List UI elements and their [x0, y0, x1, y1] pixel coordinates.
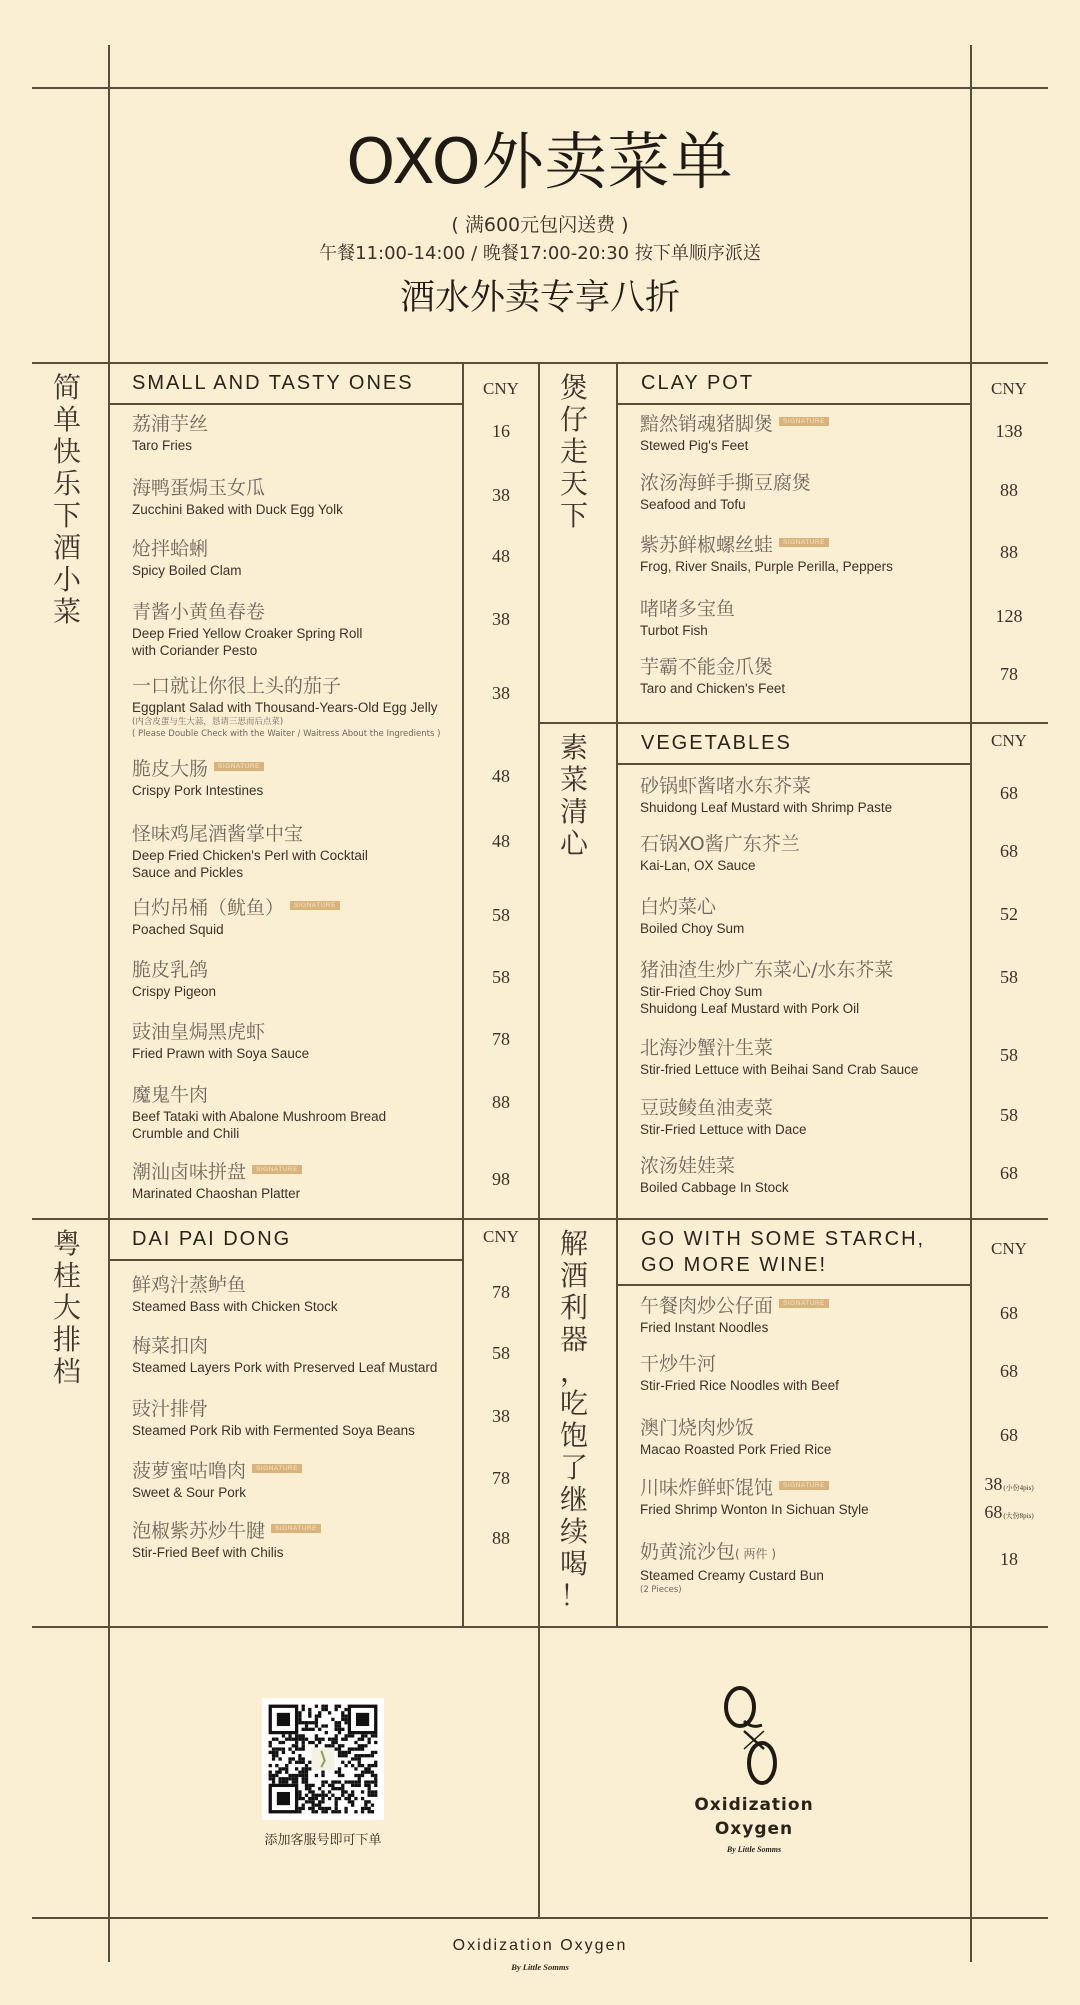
- side-title-char: 解: [559, 1227, 588, 1260]
- item-name-cn: 梅菜扣肉: [132, 1335, 209, 1357]
- signature-badge: SIGNATURE: [779, 417, 829, 426]
- price-value: 58: [492, 967, 510, 987]
- price-value: 16: [492, 421, 510, 441]
- price-value: 38: [492, 683, 510, 703]
- price-value: 138: [995, 421, 1023, 441]
- item-name-cn: 干炒牛河: [640, 1353, 717, 1375]
- item-name-cn: 北海沙蟹汁生菜: [640, 1037, 774, 1059]
- signature-badge: SIGNATURE: [252, 1464, 302, 1473]
- price-value: 78: [492, 1468, 510, 1488]
- item-price: [971, 479, 1047, 501]
- item-name-en: Deep Fried Yellow Croaker Spring Roll: [132, 626, 363, 641]
- item-price: [971, 903, 1047, 925]
- item-name-en: Taro Fries: [132, 438, 193, 453]
- side-title-char: 乐: [52, 467, 81, 500]
- drinks-promo: 酒水外卖专享八折: [399, 278, 680, 318]
- item-cn-note: ( 两件 ): [735, 1547, 777, 1561]
- starch-currency-label: CNY: [991, 1239, 1027, 1258]
- side-title-char: 仔: [559, 403, 588, 436]
- item-name-cn: 浓汤海鲜手撕豆腐煲: [640, 472, 812, 494]
- item-name-cn: 魔鬼牛肉: [132, 1084, 209, 1106]
- item-price: [971, 1302, 1047, 1324]
- menu-item: [640, 1294, 1018, 1336]
- item-name-en: Steamed Pork Rib with Fermented Soya Beans: [132, 1423, 415, 1438]
- item-price: [971, 1360, 1047, 1382]
- item-name-en: Beef Tataki with Abalone Mushroom Bread: [132, 1109, 387, 1124]
- item-price: [971, 1044, 1047, 1066]
- vegetables-section-title: [641, 730, 792, 756]
- rule-starch-header: [617, 1284, 971, 1286]
- item-name-cn: 脆皮大肠: [132, 758, 209, 780]
- item-name-cn: 浓汤娃娃菜: [640, 1155, 736, 1177]
- menu-item: [640, 655, 1018, 697]
- item-name-en: Crispy Pigeon: [132, 984, 217, 999]
- rule-center: [538, 362, 540, 1917]
- small-section-title: [132, 370, 414, 396]
- item-price: [971, 420, 1047, 442]
- price-value: 88: [1000, 542, 1018, 562]
- item-name-en: Fried Prawn with Soya Sauce: [132, 1046, 310, 1061]
- menu-item: [640, 533, 1018, 575]
- item-name-en: Poached Squid: [132, 922, 224, 937]
- item-price: [463, 765, 539, 787]
- price-value: 68: [1000, 841, 1018, 861]
- logo-tagline: By Little Somms: [726, 1845, 782, 1854]
- price-value: 38: [492, 485, 510, 505]
- item-name-en: Stewed Pig's Feet: [640, 438, 749, 453]
- item-price: [971, 1104, 1047, 1126]
- side-title-char: 菜: [52, 595, 81, 628]
- item-name-cn: 一口就让你很上头的茄子: [132, 675, 342, 697]
- side-title-char: 档: [52, 1355, 81, 1388]
- page-title: OXO外卖菜单: [346, 125, 734, 198]
- item-price: [971, 605, 1047, 627]
- price-value: 48: [492, 831, 510, 851]
- price-note: (小份4pis): [1003, 1484, 1034, 1492]
- price-value: 88: [492, 1528, 510, 1548]
- menu-item: [132, 1334, 510, 1376]
- item-name-en: Marinated Chaoshan Platter: [132, 1186, 301, 1201]
- claypot-side-title: [539, 372, 609, 532]
- menu-item: [132, 1083, 510, 1142]
- price-value: 68: [1000, 1303, 1018, 1323]
- side-title-char: 排: [52, 1323, 81, 1356]
- price-value: 68: [1000, 1425, 1018, 1445]
- item-name-cn: 怪味鸡尾酒酱掌中宝: [132, 823, 304, 845]
- rule-mid: [32, 1218, 1048, 1220]
- side-title-char: 下: [559, 499, 588, 532]
- side-title-char: 菜: [559, 763, 588, 796]
- side-title-char: 心: [559, 827, 588, 860]
- claypot-section-title: [641, 370, 754, 396]
- menu-item: [132, 757, 510, 799]
- claypot-currency-label: CNY: [991, 379, 1027, 398]
- rule-small-header: [109, 403, 463, 405]
- item-name-en: Fried Shrimp Wonton In Sichuan Style: [640, 1502, 869, 1517]
- signature-badge: SIGNATURE: [214, 762, 264, 771]
- price-value: 98: [492, 1169, 510, 1189]
- menu-item: [640, 1416, 1018, 1458]
- side-title-char: ！: [559, 1579, 588, 1612]
- menu-item: [640, 1096, 1018, 1138]
- menu-item: [132, 1519, 510, 1561]
- item-name-cn: 黯然销魂猪脚煲: [640, 413, 774, 435]
- vegetables-side-title: [539, 732, 609, 860]
- item-name-cn: 白灼菜心: [640, 896, 717, 918]
- menu-item: [132, 896, 510, 938]
- rule-left: [108, 45, 110, 1962]
- price-value: 78: [492, 1029, 510, 1049]
- item-name-cn: 白灼吊桶（鱿鱼）: [132, 897, 285, 919]
- item-name-cn: 午餐肉炒公仔面: [640, 1295, 774, 1317]
- side-title-char: 快: [52, 435, 81, 468]
- item-name-cn: 菠萝蜜咕噜肉: [132, 1460, 247, 1482]
- menu-item: [640, 895, 1018, 937]
- side-title-char: 清: [559, 795, 588, 828]
- item-price: [463, 1405, 539, 1427]
- item-name-en: Steamed Creamy Custard Bun: [640, 1568, 824, 1583]
- item-name-cn: 石锅XO酱广东芥兰: [640, 833, 800, 855]
- item-name-en: Kai-Lan, OX Sauce: [640, 858, 756, 873]
- item-price: [463, 904, 539, 926]
- small-side-title: [32, 372, 102, 628]
- signature-badge: SIGNATURE: [290, 901, 340, 910]
- price-value: 38: [492, 1406, 510, 1426]
- price-value: 48: [492, 766, 510, 786]
- rule-menu-bottom: [32, 1626, 1048, 1628]
- side-title-char: 煲: [559, 371, 588, 404]
- item-name-cn: 砂锅虾酱啫水东芥菜: [640, 775, 812, 797]
- side-title-char: 桂: [52, 1259, 81, 1292]
- side-title-char: 酒: [559, 1259, 588, 1292]
- side-title-char: 器: [559, 1323, 588, 1356]
- item-name-cn: 豉油皇焗黑虎虾: [132, 1021, 266, 1043]
- item-name-en: Seafood and Tofu: [640, 497, 746, 512]
- item-name-en: Turbot Fish: [640, 623, 708, 638]
- item-price: [463, 830, 539, 852]
- price-value: 88: [492, 1092, 510, 1112]
- item-name-en: Shuidong Leaf Mustard with Shrimp Paste: [640, 800, 893, 815]
- rule-right: [970, 45, 972, 1962]
- menu-item: [640, 1352, 1018, 1394]
- item-price: [463, 1527, 539, 1549]
- item-price: [463, 1028, 539, 1050]
- item-price: [971, 663, 1047, 685]
- item-name-en: Sweet & Sour Pork: [132, 1485, 247, 1500]
- menu-item: [640, 1540, 1018, 1596]
- item-name-cn: 紫苏鲜椒螺丝蛙: [640, 534, 774, 556]
- item-price: [463, 1168, 539, 1190]
- item-name-en: Eggplant Salad with Thousand-Years-Old Egg Jelly: [132, 700, 438, 715]
- price-note: (大份8pis): [1003, 1512, 1034, 1520]
- daipaidong-section-title: [132, 1226, 291, 1252]
- item-name-en: Frog, River Snails, Purple Perilla, Peppers: [640, 559, 893, 574]
- item-price: [971, 840, 1047, 862]
- item-note: ( Please Double Check with the Waiter / Waitress About the Ingredients ): [132, 729, 441, 739]
- side-title-char: ，: [559, 1355, 588, 1388]
- signature-badge: SIGNATURE: [779, 538, 829, 547]
- price-value: 78: [492, 1282, 510, 1302]
- item-name-cn: 炝拌蛤蜊: [132, 538, 209, 560]
- item-note: (内含皮蛋与生大蒜，恳请三思而后点菜): [132, 717, 284, 727]
- menu-item: [132, 958, 510, 1000]
- item-name-en: Zucchini Baked with Duck Egg Yolk: [132, 502, 343, 517]
- side-title-char: 走: [559, 435, 588, 468]
- signature-badge: SIGNATURE: [252, 1165, 302, 1174]
- section-title-line: VEGETABLES: [641, 732, 792, 754]
- section-title-line: SMALL AND TASTY ONES: [132, 372, 414, 394]
- item-name-en-line2: Crumble and Chili: [132, 1126, 240, 1141]
- starch-side-title: [539, 1228, 609, 1612]
- item-name-cn: 澳门烧肉炒饭: [640, 1417, 755, 1439]
- item-name-en: Boiled Cabbage In Stock: [640, 1180, 789, 1195]
- item-name-en: Steamed Bass with Chicken Stock: [132, 1299, 338, 1314]
- menu-item: [640, 597, 1023, 639]
- price-value: 52: [1000, 904, 1018, 924]
- side-title-char: 天: [559, 467, 588, 500]
- section-title-line: GO WITH SOME STARCH,: [641, 1228, 926, 1250]
- side-title-char: 饱: [559, 1419, 588, 1452]
- rule-header-bottom: [32, 362, 1048, 364]
- price-value: 68: [1000, 1361, 1018, 1381]
- menu-item: [640, 1154, 1018, 1196]
- menu-item: [132, 1397, 510, 1439]
- menu-item: [132, 600, 510, 659]
- menu-item: [132, 1160, 510, 1202]
- item-name-en: Steamed Layers Pork with Preserved Leaf Mustard: [132, 1360, 438, 1375]
- signature-badge: SIGNATURE: [271, 1524, 321, 1533]
- menu-item: [132, 1273, 510, 1315]
- side-title-char: 酒: [52, 531, 81, 564]
- menu-item: [640, 832, 1018, 874]
- item-name-en-line2: Sauce and Pickles: [132, 865, 244, 880]
- daipaidong-currency-label: CNY: [483, 1227, 519, 1246]
- price-value: 18: [1000, 1549, 1018, 1569]
- vegetables-currency-label: CNY: [991, 731, 1027, 750]
- item-name-cn: 脆皮乳鸽: [132, 959, 209, 981]
- item-price: [971, 1548, 1047, 1570]
- price-value: 58: [1000, 967, 1018, 987]
- item-name-en: Stir-Fried Choy Sum: [640, 984, 763, 999]
- item-name-cn: 芋霸不能金爪煲: [640, 656, 774, 678]
- menu-item: [132, 1459, 510, 1501]
- rule-claypot-header: [617, 403, 971, 405]
- item-price: [971, 1472, 1047, 1528]
- rule-footer: [32, 1917, 1048, 1919]
- item-name-cn: 奶黄流沙包: [640, 1541, 736, 1563]
- item-price: [463, 545, 539, 567]
- signature-badge: SIGNATURE: [779, 1299, 829, 1308]
- delivery-note: ( 满600元包闪送费 ): [451, 214, 629, 236]
- item-name-cn: 海鸭蛋焗玉女瓜: [132, 477, 266, 499]
- item-price: [463, 1091, 539, 1113]
- section-title-line: CLAY POT: [641, 372, 755, 394]
- item-price: [463, 1281, 539, 1303]
- side-title-char: 继: [559, 1483, 588, 1516]
- rule-veg-header: [617, 763, 971, 765]
- item-name-cn: 啫啫多宝鱼: [640, 598, 736, 620]
- item-price: [971, 1162, 1047, 1184]
- logo-name-line2: Oxygen: [714, 1819, 794, 1839]
- qr-caption: 添加客服号即可下单: [264, 1833, 382, 1848]
- item-name-cn: 豆豉鲮鱼油麦菜: [640, 1097, 774, 1119]
- menu-item: [640, 958, 1018, 1017]
- section-title-line: GO MORE WINE!: [641, 1254, 827, 1276]
- price-value: 58: [1000, 1045, 1018, 1065]
- side-title-char: 大: [52, 1291, 81, 1324]
- item-name-cn: 潮汕卤味拼盘: [132, 1161, 247, 1183]
- price-value: 38: [492, 609, 510, 629]
- menu-item: [132, 674, 510, 740]
- item-name-en: Taro and Chicken's Feet: [640, 681, 786, 696]
- qr-code: [262, 1696, 384, 1822]
- starch-section-title: [641, 1226, 925, 1278]
- item-price: [463, 1342, 539, 1364]
- menu-item: [132, 822, 510, 881]
- item-name-en-line2: Shuidong Leaf Mustard with Pork Oil: [640, 1001, 860, 1016]
- side-title-char: 了: [559, 1451, 588, 1484]
- footer-tagline: By Little Somms: [511, 1962, 569, 1972]
- menu-item: [640, 471, 1018, 513]
- menu-item: [640, 774, 1018, 816]
- item-price: [971, 541, 1047, 563]
- price-value: 58: [1000, 1105, 1018, 1125]
- side-title-char: 小: [52, 563, 81, 596]
- item-name-en: Stir-Fried Rice Noodles with Beef: [640, 1378, 839, 1393]
- item-price: [971, 1424, 1047, 1446]
- item-price: [463, 966, 539, 988]
- menu-item: [132, 476, 510, 518]
- item-price: [971, 782, 1047, 804]
- signature-badge: SIGNATURE: [779, 1481, 829, 1490]
- price-value: 38: [984, 1474, 1003, 1494]
- logo-name-line1: Oxidization: [694, 1795, 814, 1815]
- item-name-en: Stir-Fried Lettuce with Dace: [640, 1122, 807, 1137]
- item-name-en: Stir-fried Lettuce with Beihai Sand Crab Sauce: [640, 1062, 919, 1077]
- item-name-en: Crispy Pork Intestines: [132, 783, 264, 798]
- item-name-en: Macao Roasted Pork Fried Rice: [640, 1442, 832, 1457]
- price-value: 68: [1000, 783, 1018, 803]
- side-title-char: 下: [52, 499, 81, 532]
- menu-item: [640, 1474, 1034, 1522]
- item-name-en: Boiled Choy Sum: [640, 921, 745, 936]
- price-value: 58: [492, 1343, 510, 1363]
- side-title-char: 单: [52, 403, 81, 436]
- side-title-char: 喝: [559, 1547, 588, 1580]
- side-title-char: 利: [559, 1291, 588, 1324]
- price-value: 48: [492, 546, 510, 566]
- item-price: [463, 682, 539, 704]
- rule-box-right: [616, 362, 618, 1626]
- side-title-char: 续: [559, 1515, 588, 1548]
- section-title-line: DAI PAI DONG: [132, 1228, 292, 1250]
- item-price: [463, 420, 539, 442]
- rule-top: [32, 87, 1048, 89]
- price-value: 78: [1000, 664, 1018, 684]
- item-price: [463, 484, 539, 506]
- footer-name: Oxidization Oxygen: [452, 1937, 628, 1954]
- item-note: (2 Pieces): [640, 1585, 682, 1595]
- oxo-logo: [714, 1683, 794, 1788]
- item-name-en: Fried Instant Noodles: [640, 1320, 769, 1335]
- item-name-cn: 泡椒紫苏炒牛腱: [132, 1520, 266, 1542]
- menu-item: [132, 537, 510, 579]
- item-name-cn: 川味炸鲜虾馄饨: [640, 1477, 774, 1499]
- delivery-hours: 午餐11:00-14:00 / 晚餐17:00-20:30 按下单顺序派送: [319, 243, 761, 264]
- price-value: 128: [995, 606, 1023, 626]
- side-title-char: 简: [52, 371, 81, 404]
- item-name-en: Stir-Fried Beef with Chilis: [132, 1545, 284, 1560]
- item-name-cn: 荔浦芋丝: [132, 413, 209, 435]
- price-value: 68: [1000, 1163, 1018, 1183]
- side-title-char: 素: [559, 731, 588, 764]
- item-name-cn: 鲜鸡汁蒸鲈鱼: [132, 1274, 247, 1296]
- item-name-cn: 青酱小黄鱼春卷: [132, 601, 266, 623]
- price-value: 68: [984, 1502, 1003, 1522]
- item-price: [463, 608, 539, 630]
- menu-item: [640, 412, 1023, 454]
- rule-dpd-header: [109, 1259, 463, 1261]
- item-price: [971, 966, 1047, 988]
- price-value: 88: [1000, 480, 1018, 500]
- menu-item: [132, 412, 510, 454]
- item-name-cn: 豉汁排骨: [132, 1398, 209, 1420]
- menu-item: [640, 1036, 1018, 1078]
- item-price: [463, 1467, 539, 1489]
- price-value: 58: [492, 905, 510, 925]
- side-title-char: 粤: [52, 1227, 81, 1260]
- side-title-char: 吃: [559, 1387, 588, 1420]
- small-currency-label: CNY: [483, 379, 519, 398]
- item-name-en-line2: with Coriander Pesto: [132, 643, 258, 658]
- daipaidong-side-title: [32, 1228, 102, 1388]
- item-name-en: Deep Fried Chicken's Perl with Cocktail: [132, 848, 368, 863]
- item-name-cn: 猪油渣生炒广东菜心/水东芥菜: [640, 959, 894, 981]
- item-name-en: Spicy Boiled Clam: [132, 563, 242, 578]
- menu-item: [132, 1020, 510, 1062]
